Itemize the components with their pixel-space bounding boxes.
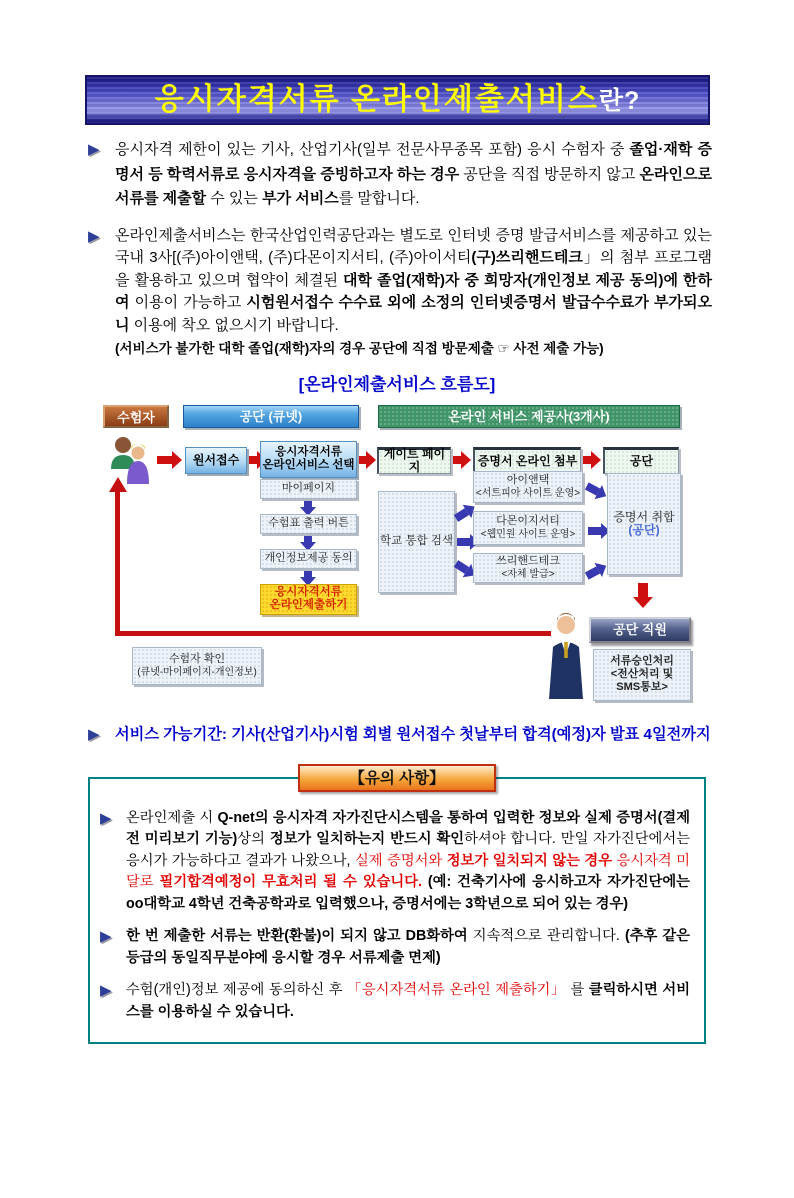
flow-arrow-down-icon bbox=[304, 501, 312, 507]
document-page bbox=[0, 75, 794, 1044]
flow-node-attach-certificate: 증명서 온라인 첨부 bbox=[473, 447, 581, 474]
flow-node-provider-threehand: 쓰리핸드테크 <자체 발급> bbox=[473, 553, 583, 583]
flow-branch-arrow-icon bbox=[457, 538, 470, 546]
flowchart-title: [온라인제출서비스 흐름도] bbox=[298, 374, 496, 394]
flow-branch-arrow-icon bbox=[585, 482, 600, 495]
flow-branch-arrow-icon bbox=[588, 527, 601, 535]
service-period-text: 서비스 가능기간: 기사(산업기사)시험 회별 원서접수 첫날부터 합격(예정)자 발표 4일전까지 bbox=[115, 725, 711, 743]
feedback-line-horizontal bbox=[115, 631, 551, 636]
intro-paragraph-1 bbox=[88, 138, 712, 212]
notice-bullet-3-text: 수험(개인)정보 제공에 동의하신 후 「응시자격서류 온라인 제출하기」 를 클릭하시면 서비스를 이용하실 수 있습니다. bbox=[126, 982, 691, 1020]
flow-node-examinee-verify: 수험자 확인 (큐넷-마이페이지-개인정보) bbox=[132, 647, 262, 685]
flow-branch-arrow-icon bbox=[585, 566, 600, 579]
flow-node-privacy-consent: 개인정보제공 동의 bbox=[260, 549, 357, 569]
flow-node-gate-page: 게이트 페이지 bbox=[377, 447, 451, 474]
intro-paragraph-1-text: 응시자격 제한이 있는 기사, 산업기사(일부 전문사무종목 포함) 응시 수험자 중 졸업·재학 증명서 등 학력서류로 응시자격을 증빙하고자 하는 경우 공단을 직접 방문하지 않고 온라인으로 서류를 제출할 수 있는 부가 서비스를 말합니다. bbox=[115, 141, 712, 207]
flow-node-school-search: 학교 통합 검색 bbox=[378, 491, 455, 593]
notice-bullet-1 bbox=[100, 808, 690, 916]
triangle-bullet-icon: ▶ bbox=[100, 928, 112, 945]
flow-branch-arrow-icon bbox=[454, 560, 469, 574]
flow-arrow-down-icon bbox=[304, 571, 312, 577]
intro-paragraph-2-note: (서비스가 불가한 대학 졸업(재학)자의 경우 공단에 직접 방문제출 ☞ 사전 제출 가능) bbox=[115, 341, 604, 356]
page-title: 응시자격서류 온라인제출서비스 bbox=[154, 83, 599, 116]
notice-bullet-2-text: 한 번 제출한 서류는 반환(환불)이 되지 않고 DB화하여 지속적으로 관리합니다. (추후 같은 등급의 동일직무분야에 응시할 경우 서류제출 면제) bbox=[126, 928, 690, 966]
flow-node-certificate-collect: 증명서 취합 (공단) bbox=[607, 473, 681, 575]
notice-box bbox=[88, 769, 706, 1045]
flow-node-corporation: 공단 bbox=[603, 447, 679, 474]
triangle-bullet-icon: ▶ bbox=[88, 141, 100, 158]
feedback-arrow-up-icon bbox=[109, 477, 127, 492]
page-title-suffix: 란? bbox=[598, 87, 641, 115]
notice-bullet-1-text: 온라인제출 시 Q-net의 응시자격 자가진단시스템을 통하여 입력한 정보와 실제 증명서(결제 전 미리보기 기능)상의 정보가 일치하는지 반드시 확인하셔야 합니다. 만일 자가진단에서는 응시가 가능하다고 결과가 나왔으나, 실제 증명서와 정보가 일치되지 않는 경우 응시자격 미달로 필기합격예정이 무효처리 될 수 있습니다. (예: 건축기사에 응시하고자 자가진단에는 oo대학교 4학년 건축공학과로 입력했으나, 증명서에는 3학년으로 되어 있는 경우) bbox=[126, 809, 691, 912]
triangle-bullet-icon: ▶ bbox=[100, 809, 112, 827]
lane-header-examinee: 수험자 bbox=[103, 405, 169, 428]
title-banner bbox=[85, 75, 710, 125]
triangle-bullet-icon: ▶ bbox=[88, 227, 100, 245]
intro-paragraph-2-text bbox=[115, 225, 712, 361]
flow-node-mypage: 마이페이지 bbox=[260, 479, 357, 499]
flowchart bbox=[95, 401, 715, 707]
lane-header-qnet: 공단 (큐넷) bbox=[183, 405, 359, 428]
service-period-line bbox=[88, 723, 748, 747]
lane-header-providers: 온라인 서비스 제공사(3개사) bbox=[378, 405, 680, 428]
flow-node-online-submit: 응시자격서류 온라인제출하기 bbox=[260, 584, 357, 615]
flow-arrow-right-icon bbox=[453, 456, 461, 464]
flow-node-staff: 공단 직원 bbox=[589, 617, 691, 643]
flow-arrow-right-icon bbox=[157, 456, 172, 464]
notice-bullet-2 bbox=[100, 926, 690, 969]
flow-node-apply: 원서접수 bbox=[185, 447, 247, 474]
flow-node-provider-ientec: 아이앤택 <서트피아 사이트 운영> bbox=[473, 471, 583, 503]
flow-node-approval: 서류승인처리 <전산처리 및 SMS통보> bbox=[593, 649, 691, 701]
intro-paragraph-2 bbox=[88, 225, 712, 361]
flow-branch-arrow-icon bbox=[454, 508, 469, 522]
flow-node-select-service: 응시자격서류 온라인서비스 선택 bbox=[260, 441, 357, 478]
flow-arrow-right-icon bbox=[583, 456, 591, 464]
flow-node-ticket-print: 수험표 출력 버튼 bbox=[260, 514, 357, 534]
flow-arrow-right-icon bbox=[359, 456, 366, 464]
flow-arrow-down-red-icon bbox=[638, 583, 648, 597]
triangle-bullet-icon: ▶ bbox=[88, 725, 100, 743]
notice-bullet-3 bbox=[100, 980, 690, 1023]
notice-header: 【유의 사항】 bbox=[298, 764, 496, 792]
flow-arrow-right-icon bbox=[249, 456, 257, 464]
intro-paragraph-2-body: 온라인제출서비스는 한국산업인력공단과는 별도로 인터넷 증명 발급서비스를 제공하고 있는 국내 3사[(주)아이앤택, (주)다몬이지서티, (주)아이서티(구)쓰리핸드테크」의 첨부 프로그램을 활용하고 있으며 협약이 체결된 대학 졸업(재학)자 중 희망자(개인정보 제공 동의)에 한하여 이용이 가능하고 시험원서접수 수수료 외에 소정의 인터넷증명서 발급수수료가 부가되오니 이용에 착오 없으시기 바랍니다. bbox=[115, 226, 712, 334]
flow-arrow-down-icon bbox=[304, 536, 312, 542]
staff-person-icon bbox=[543, 613, 589, 699]
flow-node-provider-damon: 다몬이지서티 <웹민원 사이트 운영> bbox=[473, 511, 583, 545]
feedback-line-vertical bbox=[115, 491, 120, 632]
triangle-bullet-icon: ▶ bbox=[100, 982, 112, 999]
